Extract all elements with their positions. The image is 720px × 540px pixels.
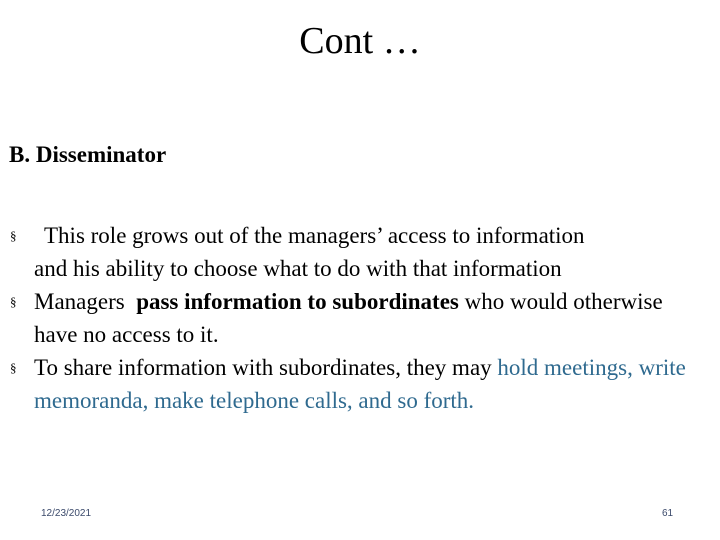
bullet-item: [0, 219, 720, 285]
bullet-text-line-1: This role grows out of the managers’ access to information: [44, 223, 585, 248]
bullet-text: who would otherwise have no access to it.: [34, 289, 663, 347]
bullet-marker-icon: §: [10, 228, 17, 243]
bullet-text-line-2: and his ability to choose what to do with that information: [34, 256, 562, 281]
bullet-list: [0, 219, 720, 417]
footer-page-number: 61: [662, 508, 674, 519]
slide-title: Cont …: [299, 20, 421, 62]
bullet-marker-icon: §: [10, 294, 17, 309]
bullet-item: [0, 351, 720, 417]
bullet-accent-text: hold meetings, write memoranda, make telephone calls, and so forth.: [34, 355, 686, 413]
bullet-text: Managers: [34, 289, 137, 314]
section-heading: B. Disseminator: [9, 142, 167, 167]
footer-date: 12/23/2021: [41, 508, 92, 519]
bullet-bold-text: pass information to subordinates: [136, 289, 459, 314]
bullet-marker-icon: §: [10, 360, 17, 375]
bullet-item: [0, 285, 720, 351]
bullet-text: To share information with subordinates, they may: [34, 355, 498, 380]
